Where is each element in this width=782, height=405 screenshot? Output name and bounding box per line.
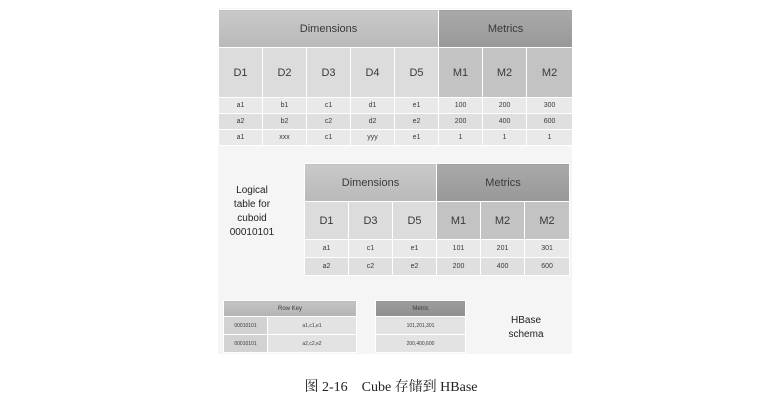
column-header: M1 [437,202,481,240]
table-cell: 200 [483,98,527,114]
table-cell: 201 [481,240,525,258]
table-cell: e1 [395,130,439,146]
table-cell: a2 [305,258,349,276]
source-table [218,9,573,146]
column-header: M2 [483,48,527,98]
column-header: D1 [305,202,349,240]
table-cell: 400 [481,258,525,276]
cuboid-label-line: cuboid [237,213,267,224]
table-cell: e1 [395,98,439,114]
table-row [305,258,570,276]
hbase-label-line: schema [508,329,544,340]
metric-table [375,300,466,353]
table-cell: a1 [219,98,263,114]
rowkey-id: 00010101 [224,335,268,353]
figure-caption: 图 2-16 Cube 存储到 HBase [304,380,478,395]
table-cell: 1 [527,130,573,146]
table-cell: 301 [525,240,570,258]
table-cell: 400 [483,114,527,130]
table-row [376,317,466,335]
column-header: M2 [525,202,570,240]
table-cell: d2 [351,114,395,130]
column-header: D2 [263,48,307,98]
table-row [376,335,466,353]
rowkey-id: 00010101 [224,317,268,335]
table-row [219,114,573,130]
table-cell: e2 [393,258,437,276]
table-cell: 100 [439,98,483,114]
column-header: M2 [527,48,573,98]
table-cell: 300 [527,98,573,114]
cuboid-table [304,163,570,276]
metrics-header: Metrics [437,164,570,202]
table-cell: 600 [525,258,570,276]
column-header: D5 [395,48,439,98]
dimensions-header: Dimensions [219,10,439,48]
table-cell: 101 [437,240,481,258]
table-row [219,98,573,114]
table-cell: 200 [437,258,481,276]
table-cell: xxx [263,130,307,146]
table-cell: b1 [263,98,307,114]
table-cell: c1 [349,240,393,258]
rowkey-value: a1,c1,e1 [268,317,357,335]
table-cell: c2 [307,114,351,130]
column-header: D5 [393,202,437,240]
table-row [219,130,573,146]
column-header: D1 [219,48,263,98]
table-cell: d1 [351,98,395,114]
metric-header: Metric [376,301,466,317]
column-header: D3 [349,202,393,240]
column-header: M2 [481,202,525,240]
metric-value: 101,201,301 [376,317,466,335]
table-cell: a1 [219,130,263,146]
table-cell: a1 [305,240,349,258]
table-cell: a2 [219,114,263,130]
table-cell: 1 [439,130,483,146]
table-row [224,317,357,335]
rowkey-value: a2,c2,e2 [268,335,357,353]
column-header: M1 [439,48,483,98]
cuboid-label-line: 00010101 [229,227,275,238]
table-cell: yyy [351,130,395,146]
dimensions-header: Dimensions [305,164,437,202]
table-cell: 200 [439,114,483,130]
rowkey-header: Row Key [224,301,357,317]
table-cell: c1 [307,130,351,146]
rowkey-table [223,300,357,353]
cuboid-label [222,184,282,240]
table-cell: e1 [393,240,437,258]
hbase-schema-label [496,314,556,342]
cuboid-label-line: table for [233,199,271,210]
table-cell: c1 [307,98,351,114]
table-cell: 600 [527,114,573,130]
metrics-header: Metrics [439,10,573,48]
table-row [224,335,357,353]
column-header: D4 [351,48,395,98]
table-row [305,240,570,258]
cuboid-label-line: Logical [236,185,268,196]
table-cell: b2 [263,114,307,130]
metric-value: 200,400,600 [376,335,466,353]
table-cell: e2 [395,114,439,130]
table-cell: 1 [483,130,527,146]
column-header: D3 [307,48,351,98]
table-cell: c2 [349,258,393,276]
hbase-label-line: HBase [510,315,541,326]
